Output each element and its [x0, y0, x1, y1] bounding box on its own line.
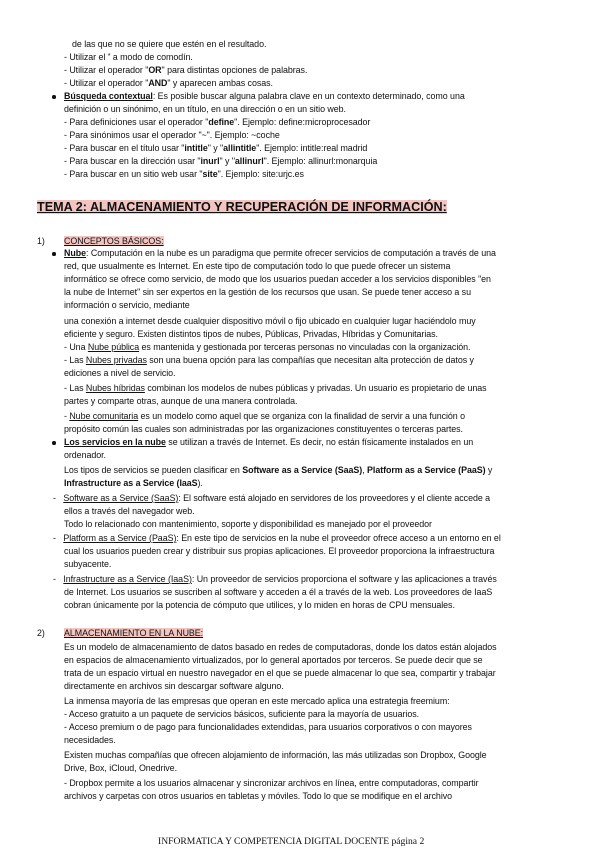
- paragraph-line: - Dropbox permite a los usuarios almacenar y sincronizar archivos en línea, entre computadoras, compartir: [64, 778, 479, 788]
- page-footer: INFORMATICA Y COMPETENCIA DIGITAL DOCENTE página 2: [158, 836, 425, 847]
- nube-privada-item: - Las Nubes privadas son una buena opción para las compañías que necesitan alta protección de datos y: [64, 355, 474, 365]
- nube-comunitaria-item: - Nube comunitaria es un modelo como aquel que se organiza con la finalidad de servir a una función o: [64, 411, 465, 421]
- section-heading: ALMACENAMIENTO EN LA NUBE:: [64, 628, 204, 638]
- page-number: página 2: [389, 836, 425, 847]
- contextual-item: - Para buscar en un sitio web usar "site". Ejemplo: site:urjc.es: [64, 169, 304, 179]
- paragraph-line: Es un modelo de almacenamiento de datos basado en redes de computadoras, donde los datos están alojados: [64, 642, 497, 652]
- paas-item: - Platform as a Service (PaaS): En este tipo de servicios en la nube el proveedor ofrece acceso a un entorno en el: [53, 533, 501, 543]
- nube-hibrida-item: - Las Nubes híbridas combinan los modelos de nubes públicas y privadas. Un usuario es propietario de unas: [64, 383, 487, 393]
- paragraph-line: en espacios de almacenamiento virtualizados, por lo general aportados por terceros. Se puede decir que se: [64, 655, 483, 665]
- intro-line: de las que no se quiere que estén en el resultado.: [72, 39, 267, 49]
- nube-line: una conexión a internet desde cualquier dispositivo móvil o fijo ubicado en cualquier lugar haciéndolo muy: [64, 316, 476, 326]
- nube-privada-line: ediciones a nivel de servicio.: [64, 368, 176, 378]
- iaas-line: cobran únicamente por la potencia de cómputo que utilices, y lo miden en horas de CPU mensuales.: [64, 600, 455, 610]
- nube-publica-item: - Una Nube pública es mantenida y gestionada por terceras personas no vinculadas con la organización.: [64, 342, 471, 352]
- paragraph-line: trata de un espacio virtual en nuestro navegador en el que se puede almacenar lo que sea, compartir y trabajar: [64, 668, 496, 678]
- intro-line: - Utilizar el operador "AND" y aparecen ambas cosas.: [64, 78, 273, 88]
- paragraph-line: - Acceso premium o de pago para funcionalidades extendidas, para usuarios corporativos o con mayores: [64, 722, 472, 732]
- servicios-line: ordenador.: [64, 450, 106, 460]
- iaas-item: - Infrastructure as a Service (IaaS): Un proveedor de servicios proporciona el software y las aplicaciones a través: [53, 574, 497, 584]
- paragraph-line: Existen muchas compañías que ofrecen alojamiento de información, las más utilizadas son Dropbox, Google: [64, 750, 487, 760]
- paas-line: cual los usuarios pueden crear y distribuir sus propias aplicaciones. El proveedor proporciona la infraestructura: [64, 546, 495, 556]
- contextual-item: - Para definiciones usar el operador "define". Ejemplo: define:microprocesador: [64, 117, 371, 127]
- bullet-icon: [52, 441, 56, 445]
- nube-paragraph: Nube: Computación en la nube es un paradigma que permite ofrecer servicios de computación a través de una: [64, 248, 496, 258]
- paragraph-line: necesidades.: [64, 735, 116, 745]
- nube-line: información o servicio, mediante: [64, 300, 190, 310]
- saas-line: Todo lo relacionado con mantenimiento, soporte y disponibilidad es manejado por el proveedor: [64, 519, 432, 529]
- contextual-item: - Para buscar en el título usar "intitle" y "allintitle". Ejemplo: intitle:real madrid: [64, 143, 368, 153]
- paragraph-line: - Acceso gratuito a un paquete de servicios básicos, suficiente para la mayoría de usuarios.: [64, 709, 420, 719]
- nube-line: eficiente y seguro. Existen distintos tipos de nubes, Públicas, Privadas, Híbridas y Comunitarias.: [64, 329, 438, 339]
- paragraph-line: archivos y carpetas con otros usuarios en tabletas y móviles. Todo lo que se modifique en el archivo: [64, 791, 453, 801]
- servicios-line: Los tipos de servicios se pueden clasificar en Software as a Service (SaaS), Platform as a Service (PaaS) y: [64, 465, 493, 475]
- page-title: TEMA 2: ALMACENAMIENTO Y RECUPERACIÓN DE INFORMACIÓN:: [37, 200, 447, 214]
- section-number: 1): [37, 236, 45, 246]
- nube-line: informático se ofrece como servicio, de modo que los usuarios puedan acceder a los servicios disponibles "en: [64, 274, 491, 284]
- contextual-item: - Para sinónimos usar el operador "~". Ejemplo: ~coche: [64, 130, 280, 140]
- section-number: 2): [37, 628, 45, 638]
- section-heading: CONCEPTOS BÁSICOS:: [64, 236, 164, 246]
- saas-line: ellos a través del navegador web.: [64, 506, 195, 516]
- contextual-line: definición o un sinónimo, en un título, en una dirección o en un sitio web.: [64, 104, 346, 114]
- bullet-icon: [52, 95, 56, 99]
- nube-comunitaria-line: propósito común las cuales son administradas por las organizaciones constituyentes o terceras partes.: [64, 424, 463, 434]
- paas-line: subyacente.: [64, 559, 112, 569]
- intro-line: - Utilizar el operador "OR" para distintas opciones de palabras.: [64, 65, 308, 75]
- nube-line: red, que usualmente es Internet. En este tipo de computación todo lo que puede ofrecer un sistema: [64, 261, 451, 271]
- contextual-item: - Para buscar en la dirección usar "inurl" y "allinurl". Ejemplo: allinurl:monarquia: [64, 156, 378, 166]
- paragraph-line: Drive, Box, iCloud, Onedrive.: [64, 763, 177, 773]
- contextual-heading: Búsqueda contextual: Es posible buscar alguna palabra clave en un contexto determinado, como una: [64, 91, 465, 101]
- intro-line: - Utilizar el * a modo de comodín.: [64, 52, 193, 62]
- bullet-icon: [52, 252, 56, 256]
- servicios-line: Infrastructure as a Service (IaaS).: [64, 478, 203, 488]
- paragraph-line: La inmensa mayoría de las empresas que operan en este mercado aplica una estrategia freemium:: [64, 696, 450, 706]
- servicios-paragraph: Los servicios en la nube se utilizan a través de Internet. Es decir, no están físicamente instalados en un: [64, 437, 474, 447]
- saas-item: - Software as a Service (SaaS): El software está alojado en servidores de los proveedores y el cliente accede a: [53, 493, 491, 503]
- nube-line: la nube de Internet" sin ser expertos en la gestión de los recursos que usan. Se puede tener acceso a su: [64, 287, 471, 297]
- paragraph-line: directamente en archivos sin descargar software alguno.: [64, 681, 284, 691]
- iaas-line: de Internet. Los usuarios se suscriben al software y acceden a él a través de la web. Los proveedores de IaaS: [64, 587, 493, 597]
- nube-hibrida-line: partes y comparte otras, aunque de una manera controlada.: [64, 396, 298, 406]
